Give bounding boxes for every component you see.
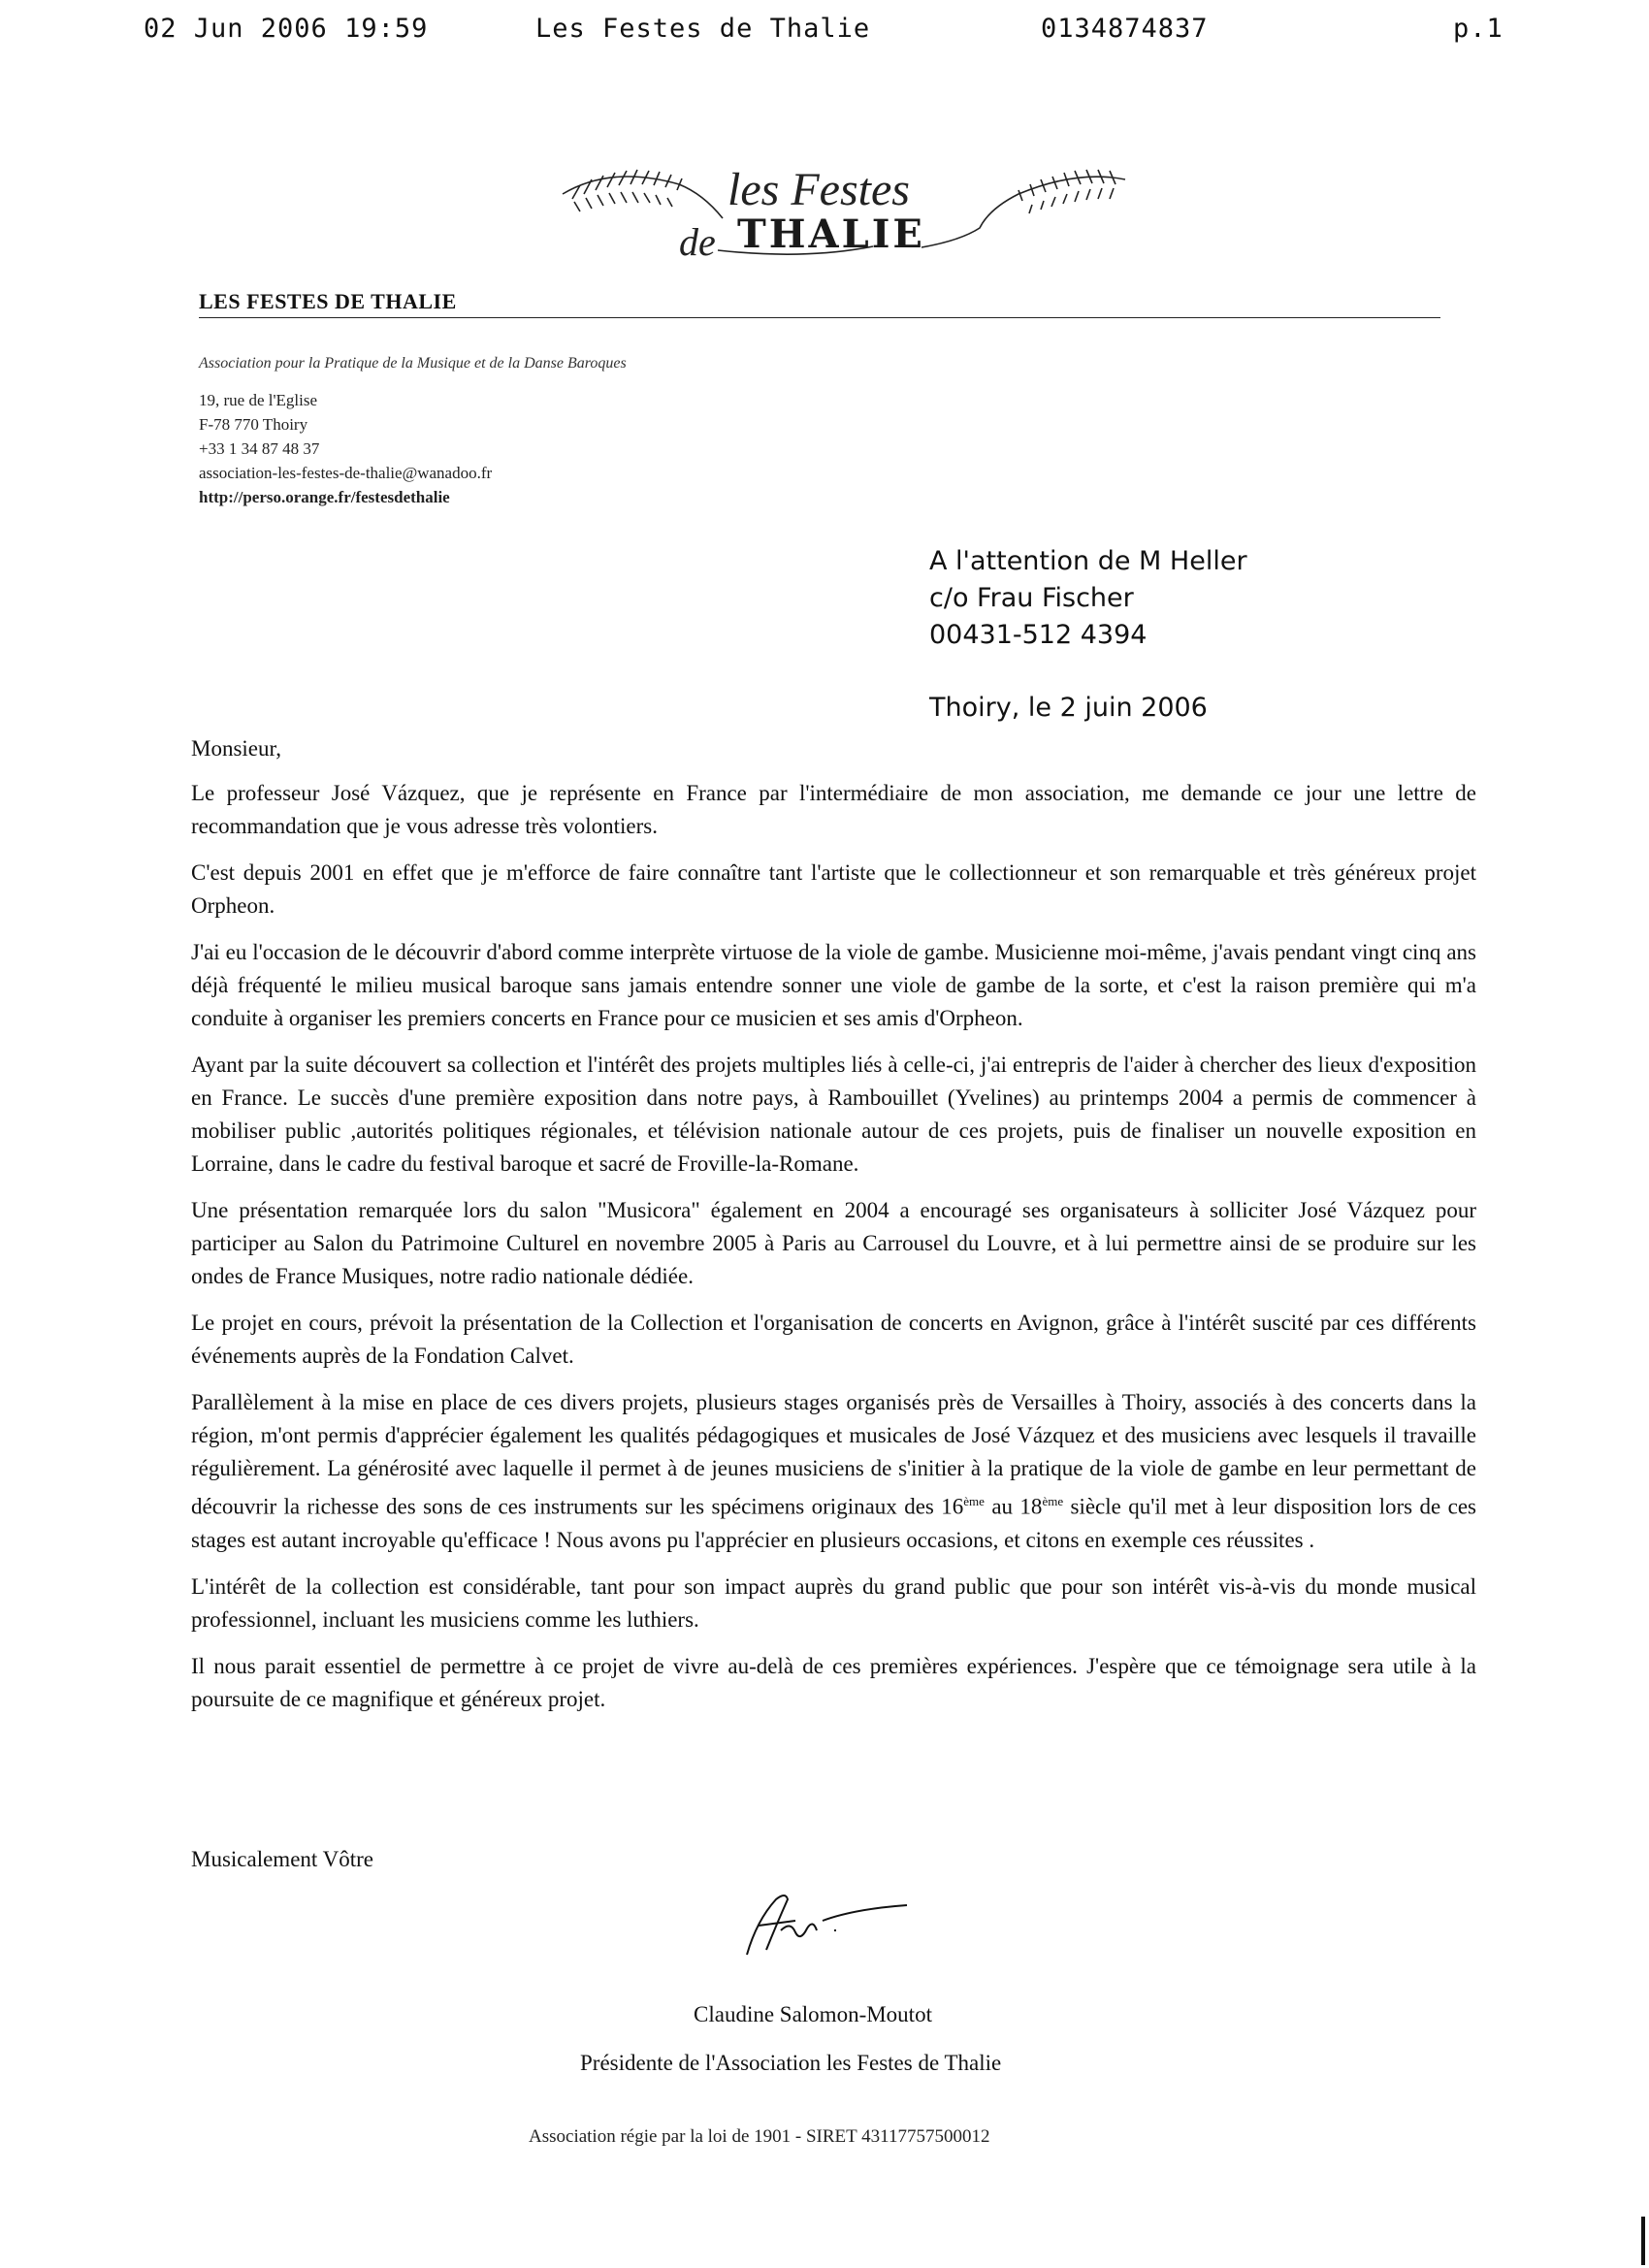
recipient-care-of: c/o Frau Fischer <box>929 583 1134 613</box>
recipient-block <box>929 543 1247 654</box>
address-website: http://perso.orange.fr/festesdethalie <box>199 488 450 506</box>
paragraph-7-part-1: Parallèlement à la mise en place de ces divers projets, plusieurs stages organisés près de Versailles à Thoiry, associés à des concerts dans la région, m'ont permis d'apprécier également les qualités pédagogiques et musicales de José Vázquez et des musiciens avec lesquels il travaille régulièrement. La générosité avec laquelle il permet à de jeunes musiciens de s'initier à la pratique de la viole de gambe en leur permettant de découvrir la richesse des sons de ces instruments sur les spécimens originaux des 16 <box>191 1390 1476 1519</box>
fax-sender: Les Festes de Thalie <box>535 14 871 44</box>
paragraph-7 <box>191 1386 1476 1557</box>
letterhead-name: LES FESTES DE THALIE <box>199 289 457 313</box>
paragraph-7-part-2: au 18 <box>984 1494 1043 1519</box>
fax-header <box>0 14 1649 52</box>
paragraph-6: Le projet en cours, prévoit la présentation de la Collection et l'organisation de concerts en Avignon, grâce à l'intérêt suscité par ces différents événements auprès de la Fondation Calvet. <box>191 1311 1476 1368</box>
address-street: 19, rue de l'Eglise <box>199 391 318 409</box>
recipient-phone: 00431-512 4394 <box>929 620 1148 650</box>
fax-datetime: 02 Jun 2006 19:59 <box>144 14 429 44</box>
logo-text-thalie: THALIE <box>737 211 925 257</box>
letterhead-tagline: Association pour la Pratique de la Musique et de la Danse Baroques <box>199 355 627 372</box>
letterhead-divider <box>199 317 1440 318</box>
letterhead-address <box>199 388 492 509</box>
paragraph-2: C'est depuis 2001 en effet que je m'efforce de faire connaître tant l'artiste que le collectionneur et son remarquable et très généreux projet Orpheon. <box>191 860 1476 918</box>
address-phone: +33 1 34 87 48 37 <box>199 439 320 458</box>
festes-de-thalie-logo <box>553 146 1135 272</box>
fax-phone: 0134874837 <box>1041 14 1209 44</box>
salutation: Monsieur, <box>191 736 281 761</box>
paragraph-9: Il nous parait essentiel de permettre à ce projet de vivre au-delà de ces premières expériences. J'espère que ce témoignage sera utile à la poursuite de ce magnifique et généreux projet. <box>191 1653 1476 1711</box>
superscript-eme-2: ème <box>1042 1494 1064 1508</box>
logo-text-festes: les Festes <box>728 164 910 215</box>
closing-phrase: Musicalement Vôtre <box>191 1847 373 1871</box>
address-email: association-les-festes-de-thalie@wanadoo.fr <box>199 464 493 482</box>
signatory-title: Présidente de l'Association les Festes de Thalie <box>580 2051 1002 2075</box>
letter-date: Thoiry, le 2 juin 2006 <box>929 693 1208 723</box>
paragraph-5: Une présentation remarquée lors du salon "Musicora" également en 2004 a encouragé ses organisateurs à solliciter José Vázquez pour participer au Salon du Patrimoine Culturel en novembre 2005 à Paris au Carrousel du Louvre, et à lui permettre ainsi de se produire sur les ondes de France Musiques, notre radio nationale dédiée. <box>191 1198 1476 1288</box>
paragraph-3: J'ai eu l'occasion de le découvrir d'abord comme interprète virtuose de la viole de gambe. Musicienne moi-même, j'avais pendant vingt cinq ans déjà fréquenté le milieu musical baroque sans jamais entendre sonner une viole de gambe de la sorte, et c'est la raison première qui m'a conduite à organiser les premiers concerts en France pour ce musicien et ses amis d'Orpheon. <box>191 940 1476 1030</box>
fax-page-number: p.1 <box>1453 14 1504 44</box>
superscript-eme-1: ème <box>963 1494 985 1508</box>
logo-text-de: de <box>679 220 716 264</box>
paragraph-8: L'intérêt de la collection est considérable, tant pour son impact auprès du grand public que pour son intérêt vis-à-vis du monde musical professionnel, incluant les musiciens comme les luthiers. <box>191 1573 1476 1632</box>
recipient-attention: A l'attention de M Heller <box>929 546 1247 576</box>
scan-edge-mark <box>1641 2217 1645 2265</box>
signatory-name: Claudine Salomon-Moutot <box>694 2002 932 2026</box>
letter-body <box>191 732 1476 1730</box>
paragraph-7-part-3: siècle qu'il met à leur disposition lors de ces stages est autant incroyable qu'efficace ! Nous avons pu l'apprécier en plusieurs occasions, et citons en exemple ces réussites . <box>191 1494 1476 1552</box>
footer-legal-text: Association régie par la loi de 1901 - SIRET 43117757500012 <box>529 2126 990 2147</box>
address-city: F-78 770 Thoiry <box>199 415 308 434</box>
paragraph-1: Le professeur José Vázquez, que je représente en France par l'intermédiaire de mon association, me demande ce jour une lettre de recommandation que je vous adresse très volontiers. <box>191 781 1476 838</box>
footer-legal-text-cutoff <box>529 2126 1149 2147</box>
handwritten-signature <box>737 1892 922 1960</box>
paragraph-4: Ayant par la suite découvert sa collection et l'intérêt des projets multiples liés à celle-ci, j'ai entrepris de l'aider à chercher des lieux d'exposition en France. Le succès d'une première exposition dans notre pays, à Rambouillet (Yvelines) au printemps 2004 a permis de commencer à mobiliser public ,autorités politiques régionales, et télévision nationale autour de ces projets, puis de finaliser un nouvelle exposition en Lorraine, dans le cadre du festival baroque et sacré de Froville-la-Romane. <box>191 1053 1476 1176</box>
